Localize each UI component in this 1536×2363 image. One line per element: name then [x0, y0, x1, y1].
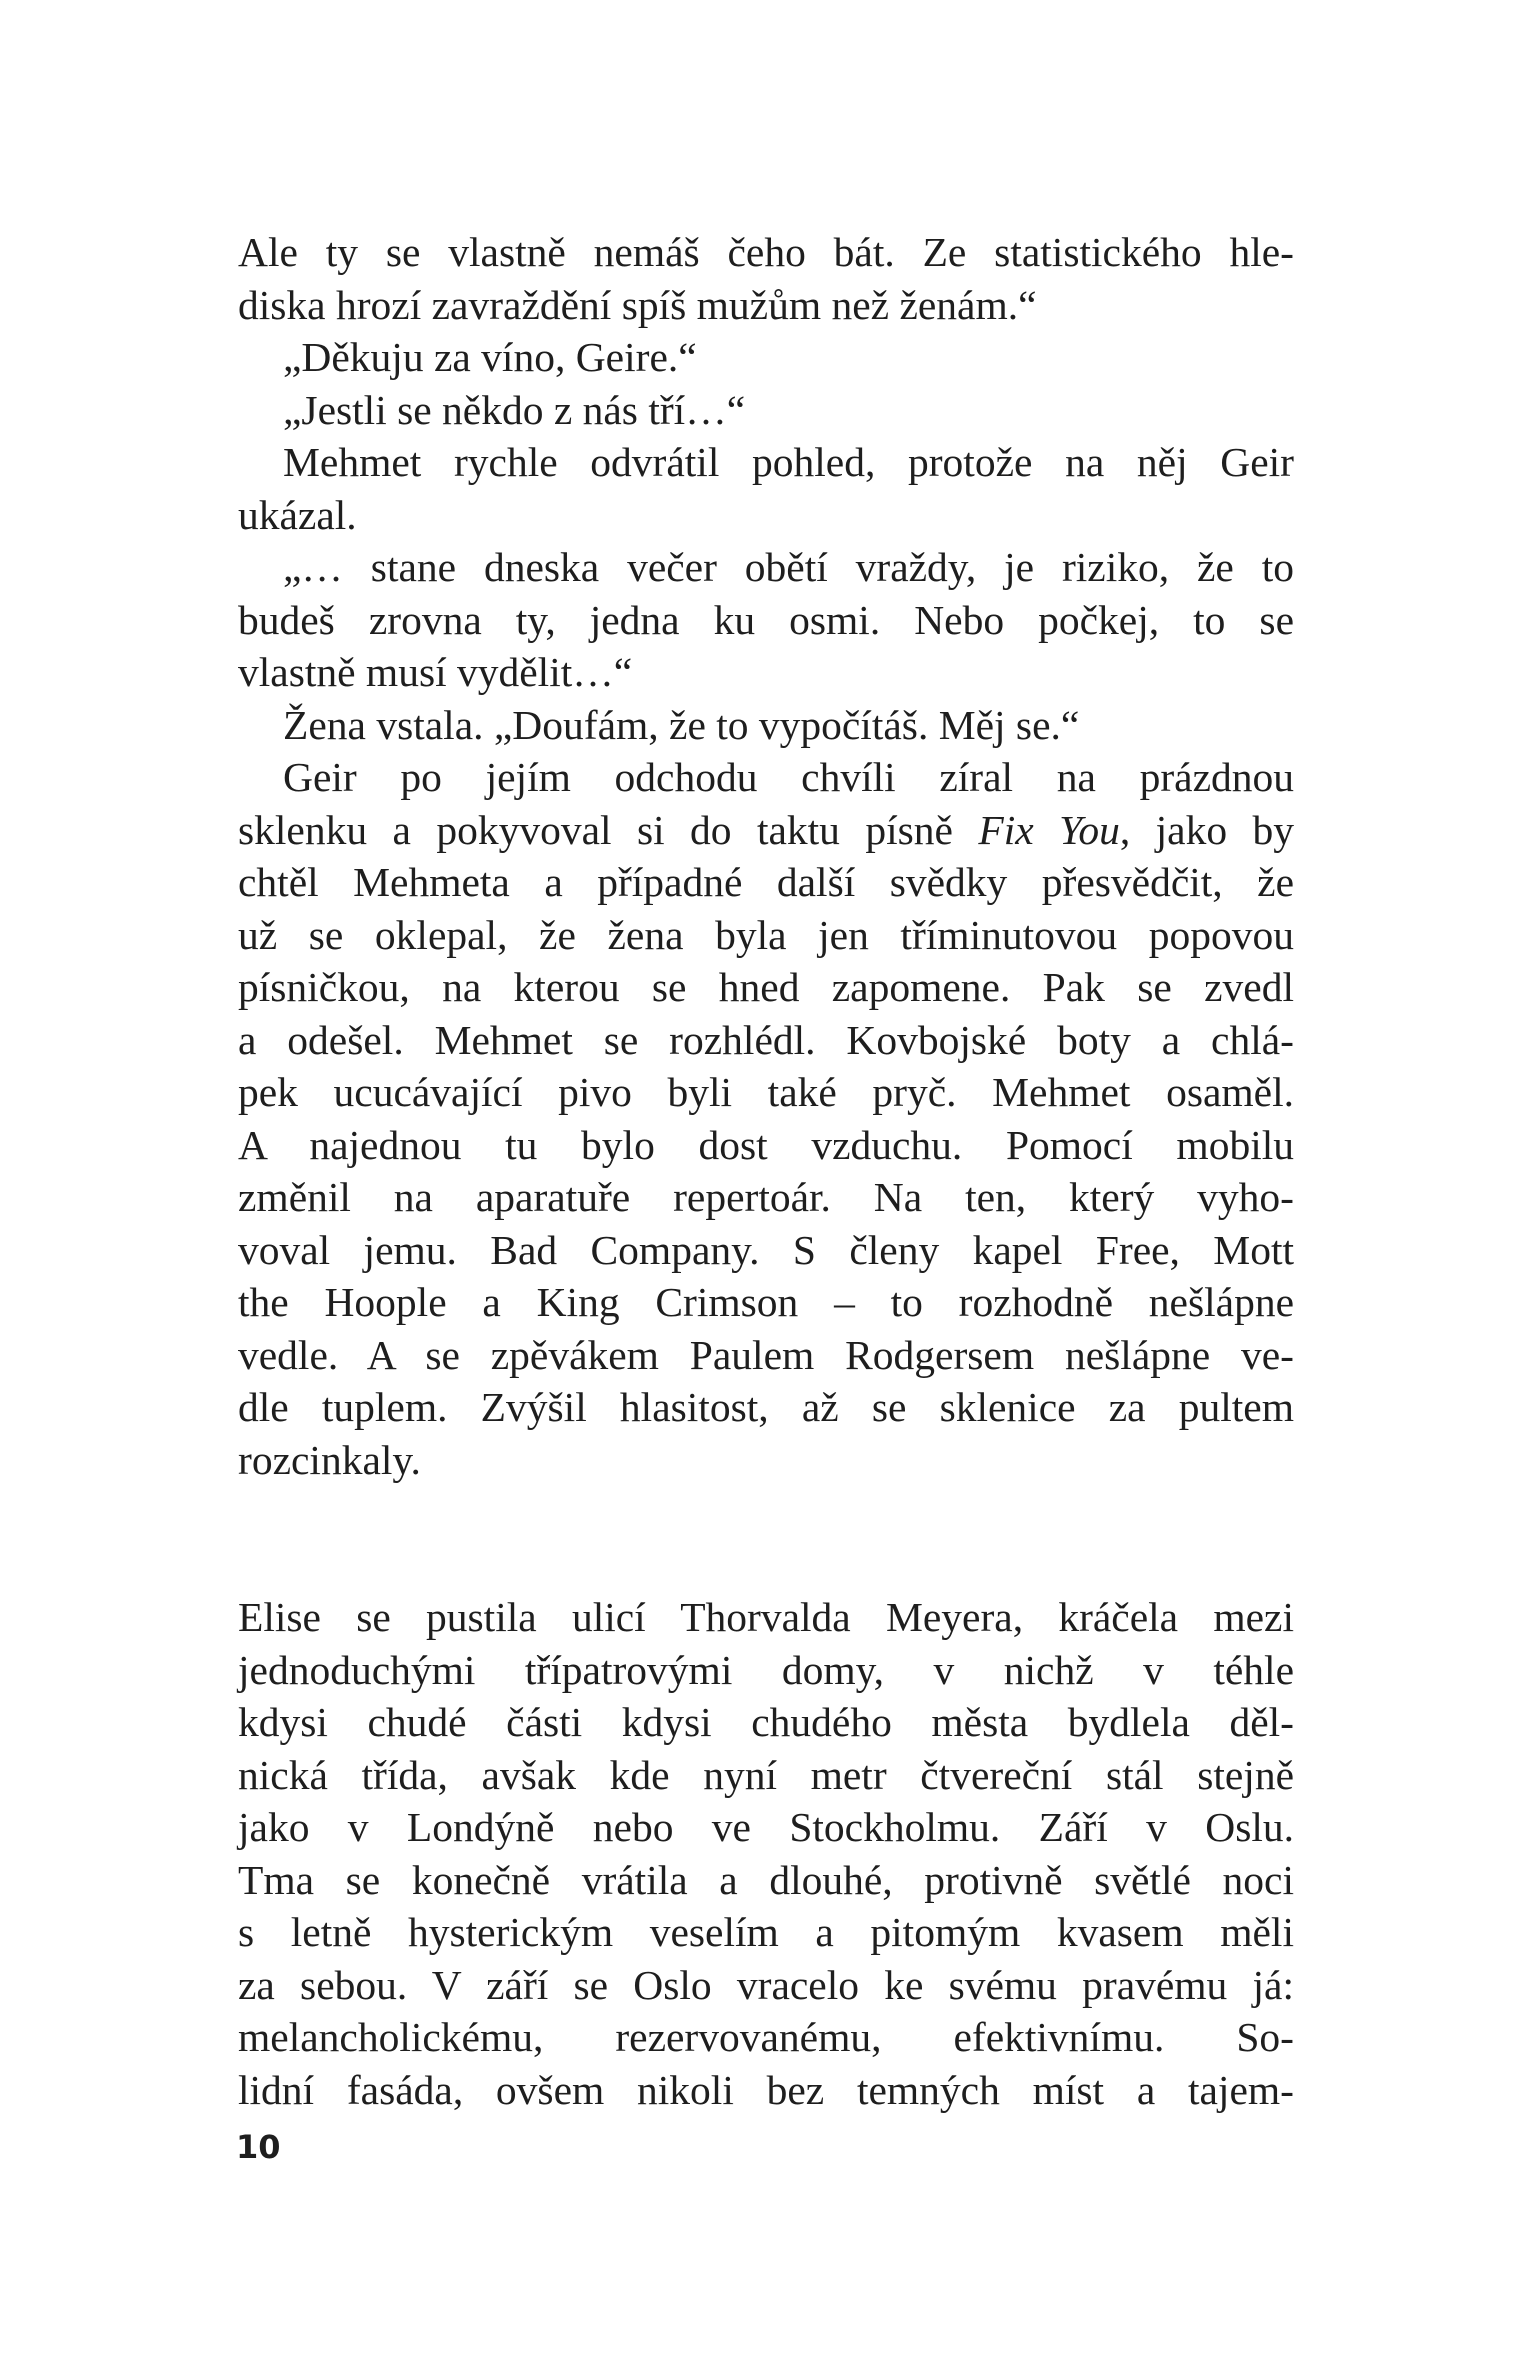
text-line: jednoduchými třípatrovými domy, v nichž v téhle — [238, 1646, 1294, 1693]
text-line: s letně hysterickým veselím a pitomým kvasem měli — [238, 1909, 1294, 1955]
text-line: Geir po jejím odchodu chvíli zíral na prázdnou — [283, 754, 1294, 800]
text-line: Tma se konečně vrátila a dlouhé, protivně světlé noci — [238, 1856, 1294, 1903]
text-line: Ale ty se vlastně nemáš čeho bát. Ze statistického hle- — [238, 229, 1294, 275]
page-body — [238, 226, 1294, 2116]
text-line: vedle. A se zpěvákem Paulem Rodgersem nešlápne ve- — [238, 1331, 1294, 1378]
text-span: , jako by — [1119, 806, 1294, 853]
text-line: „Děkuju za víno, Geire.“ — [283, 334, 697, 380]
song-title: Fix You — [978, 806, 1120, 853]
text-line: chtěl Mehmeta a případné další svědky přesvědčit, že — [238, 859, 1294, 905]
text-line: lidní fasáda, ovšem nikoli bez temných míst a tajem- — [238, 2066, 1294, 2113]
text-line: „Jestli se někdo z nás tří…“ — [283, 386, 746, 433]
text-line: rozcinkaly. — [238, 1436, 421, 1483]
text-line: Mehmet rychle odvrátil pohled, protože na něj Geir — [283, 439, 1294, 485]
text-line — [238, 804, 1294, 857]
text-line: písničkou, na kterou se hned zapomene. Pak se zvedl — [238, 964, 1294, 1010]
text-line: ukázal. — [238, 491, 357, 538]
text-line: budeš zrovna ty, jedna ku osmi. Nebo počkej, to se — [238, 596, 1294, 643]
text-line: melancholickému, rezervovanému, efektivnímu. So- — [238, 2014, 1294, 2060]
text-line: za sebou. V září se Oslo vracelo ke svému pravému já: — [238, 1961, 1294, 2008]
text-line: nická třída, avšak kde nyní metr čtvereční stál stejně — [238, 1751, 1294, 1798]
text-span: sklenku a pokyvoval si do taktu písně — [238, 806, 979, 853]
text-line: A najednou tu bylo dost vzduchu. Pomocí mobilu — [238, 1121, 1294, 1168]
text-line: Žena vstala. „Doufám, že to vypočítáš. Měj se.“ — [283, 701, 1080, 748]
text-line: Elise se pustila ulicí Thorvalda Meyera, kráčela mezi — [238, 1594, 1294, 1640]
text-line: kdysi chudé části kdysi chudého města bydlela děl- — [238, 1699, 1294, 1745]
text-line: diska hrozí zavraždění spíš mužům než ženám.“ — [238, 281, 1037, 328]
page-number: 10 — [236, 2128, 281, 2166]
text-line: „… stane dneska večer obětí vraždy, je riziko, že to — [283, 544, 1294, 590]
text-line: jako v Londýně nebo ve Stockholmu. Září v Oslu. — [238, 1804, 1294, 1850]
text-line: vlastně musí vydělit…“ — [238, 649, 633, 695]
text-line: už se oklepal, že žena byla jen tříminutovou popovou — [238, 911, 1294, 958]
text-line: pek ucucávající pivo byli také pryč. Mehmet osaměl. — [238, 1069, 1294, 1115]
text-line: a odešel. Mehmet se rozhlédl. Kovbojské boty a chlá- — [238, 1016, 1294, 1063]
section-break — [238, 1486, 1294, 1591]
text-line: the Hoople a King Crimson – to rozhodně nešlápne — [238, 1279, 1294, 1325]
text-line: voval jemu. Bad Company. S členy kapel Free, Mott — [238, 1226, 1294, 1273]
text-line: změnil na aparatuře repertoár. Na ten, který vyho- — [238, 1174, 1294, 1220]
text-line: dle tuplem. Zvýšil hlasitost, až se sklenice za pultem — [238, 1384, 1294, 1430]
